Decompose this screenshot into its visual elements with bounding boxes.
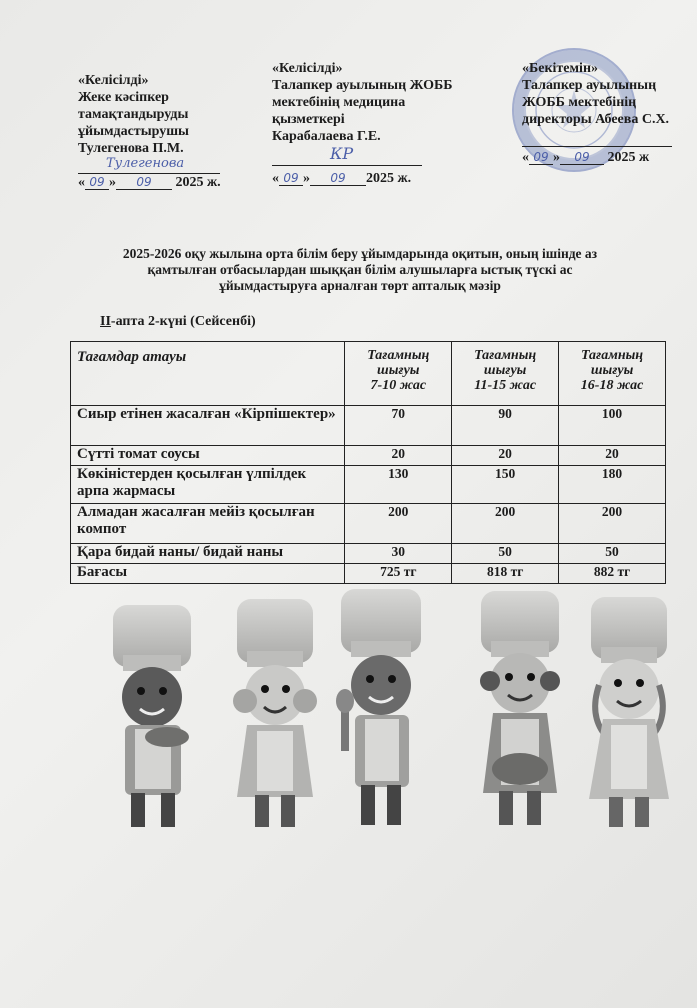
- signature-row: [522, 130, 672, 147]
- table-row: Қара бидай наны/ бидай наны 30 50 50: [71, 544, 666, 564]
- child-chefs-illustration: [95, 585, 685, 845]
- approval-line: директоры Абеева С.Х.: [522, 112, 670, 127]
- column-header-age-7-10: Тағамның шығуы 7-10 жас: [345, 342, 452, 406]
- approval-line: Талапкер ауылының ЖОББ: [272, 78, 453, 93]
- date-year: 2025 ж: [607, 150, 650, 165]
- date-month: 09: [560, 150, 604, 165]
- approval-line: Карабалаева Г.Е.: [272, 129, 381, 144]
- approval-heading: «Бекітемін»: [522, 61, 599, 76]
- table-row: Алмадан жасалған мейіз қосылған компот 200 200 200: [71, 504, 666, 544]
- date-day: 09: [279, 171, 303, 186]
- table-header-row: [71, 342, 666, 406]
- table-row: Сүтті томат соусы 20 20 20: [71, 446, 666, 466]
- date-month: 09: [310, 171, 366, 186]
- table-row: Сиыр етінен жасалған «Кірпішектер» 70 90 100: [71, 406, 666, 446]
- date-row: « 09 » 09 2025 ж.: [78, 175, 221, 190]
- week-number: II: [100, 314, 111, 329]
- approval-block-director: [522, 60, 672, 166]
- approval-line: ұйымдастырушы: [78, 124, 189, 139]
- table-row: Көкіністерден қосылған үлпілдек арпа жармасы 130 150 180: [71, 466, 666, 504]
- chef-child-2-icon: [233, 599, 317, 827]
- column-header-age-16-18: Тағамның шығуы 16-18 жас: [559, 342, 666, 406]
- signature-line: [522, 132, 672, 147]
- column-header-age-11-15: Тағамның шығуы 11-15 жас: [452, 342, 559, 406]
- approval-line: қызметкері: [272, 112, 345, 127]
- approval-block-caterer: [78, 72, 221, 191]
- date-month: 09: [116, 175, 172, 190]
- date-row: « 09 » 09 2025 ж: [522, 150, 650, 165]
- signature-row: [78, 157, 221, 174]
- week-day-label: II-апта 2-күні (Сейсенбі): [100, 314, 256, 329]
- signature-row: [272, 144, 453, 166]
- approval-line: ЖОББ мектебінің: [522, 95, 637, 110]
- handwritten-signature: КР: [330, 144, 354, 163]
- chef-child-4-icon: [480, 591, 560, 825]
- menu-table: [70, 341, 666, 584]
- approval-block-medical: [272, 60, 453, 187]
- approval-line: тамақтандыруды: [78, 107, 189, 122]
- date-day: 09: [85, 175, 109, 190]
- date-day: 09: [529, 150, 553, 165]
- approval-heading: «Келісілді»: [272, 61, 343, 76]
- handwritten-signature: Тулегенова: [106, 156, 185, 171]
- chef-child-3-icon: [336, 589, 421, 825]
- approval-line: Жеке кәсіпкер: [78, 90, 169, 105]
- date-year: 2025 ж.: [175, 175, 221, 190]
- approval-heading: «Келісілді»: [78, 73, 149, 88]
- approval-line: Талапкер ауылының: [522, 78, 657, 93]
- table-row-price: Бағасы 725 тг 818 тг 882 тг: [71, 564, 666, 584]
- chef-child-1-icon: [113, 605, 191, 827]
- document-title: 2025-2026 оқу жылына орта білім беру ұйымдарында оқитын, оның ішінде аз қамтылған отбасылардан шыққан білім алушыларға ыстық түскі ас ұйымдастыруға арналған төрт апталық мәзір: [122, 246, 598, 293]
- column-header-dish: Тағамдар атауы: [71, 342, 345, 406]
- chef-child-5-icon: [589, 597, 669, 827]
- approval-line: Тулегенова П.М.: [78, 141, 184, 156]
- approval-line: мектебінің медицина: [272, 95, 406, 110]
- date-year: 2025 ж.: [366, 171, 412, 186]
- date-row: « 09 » 09 2025 ж.: [272, 171, 412, 186]
